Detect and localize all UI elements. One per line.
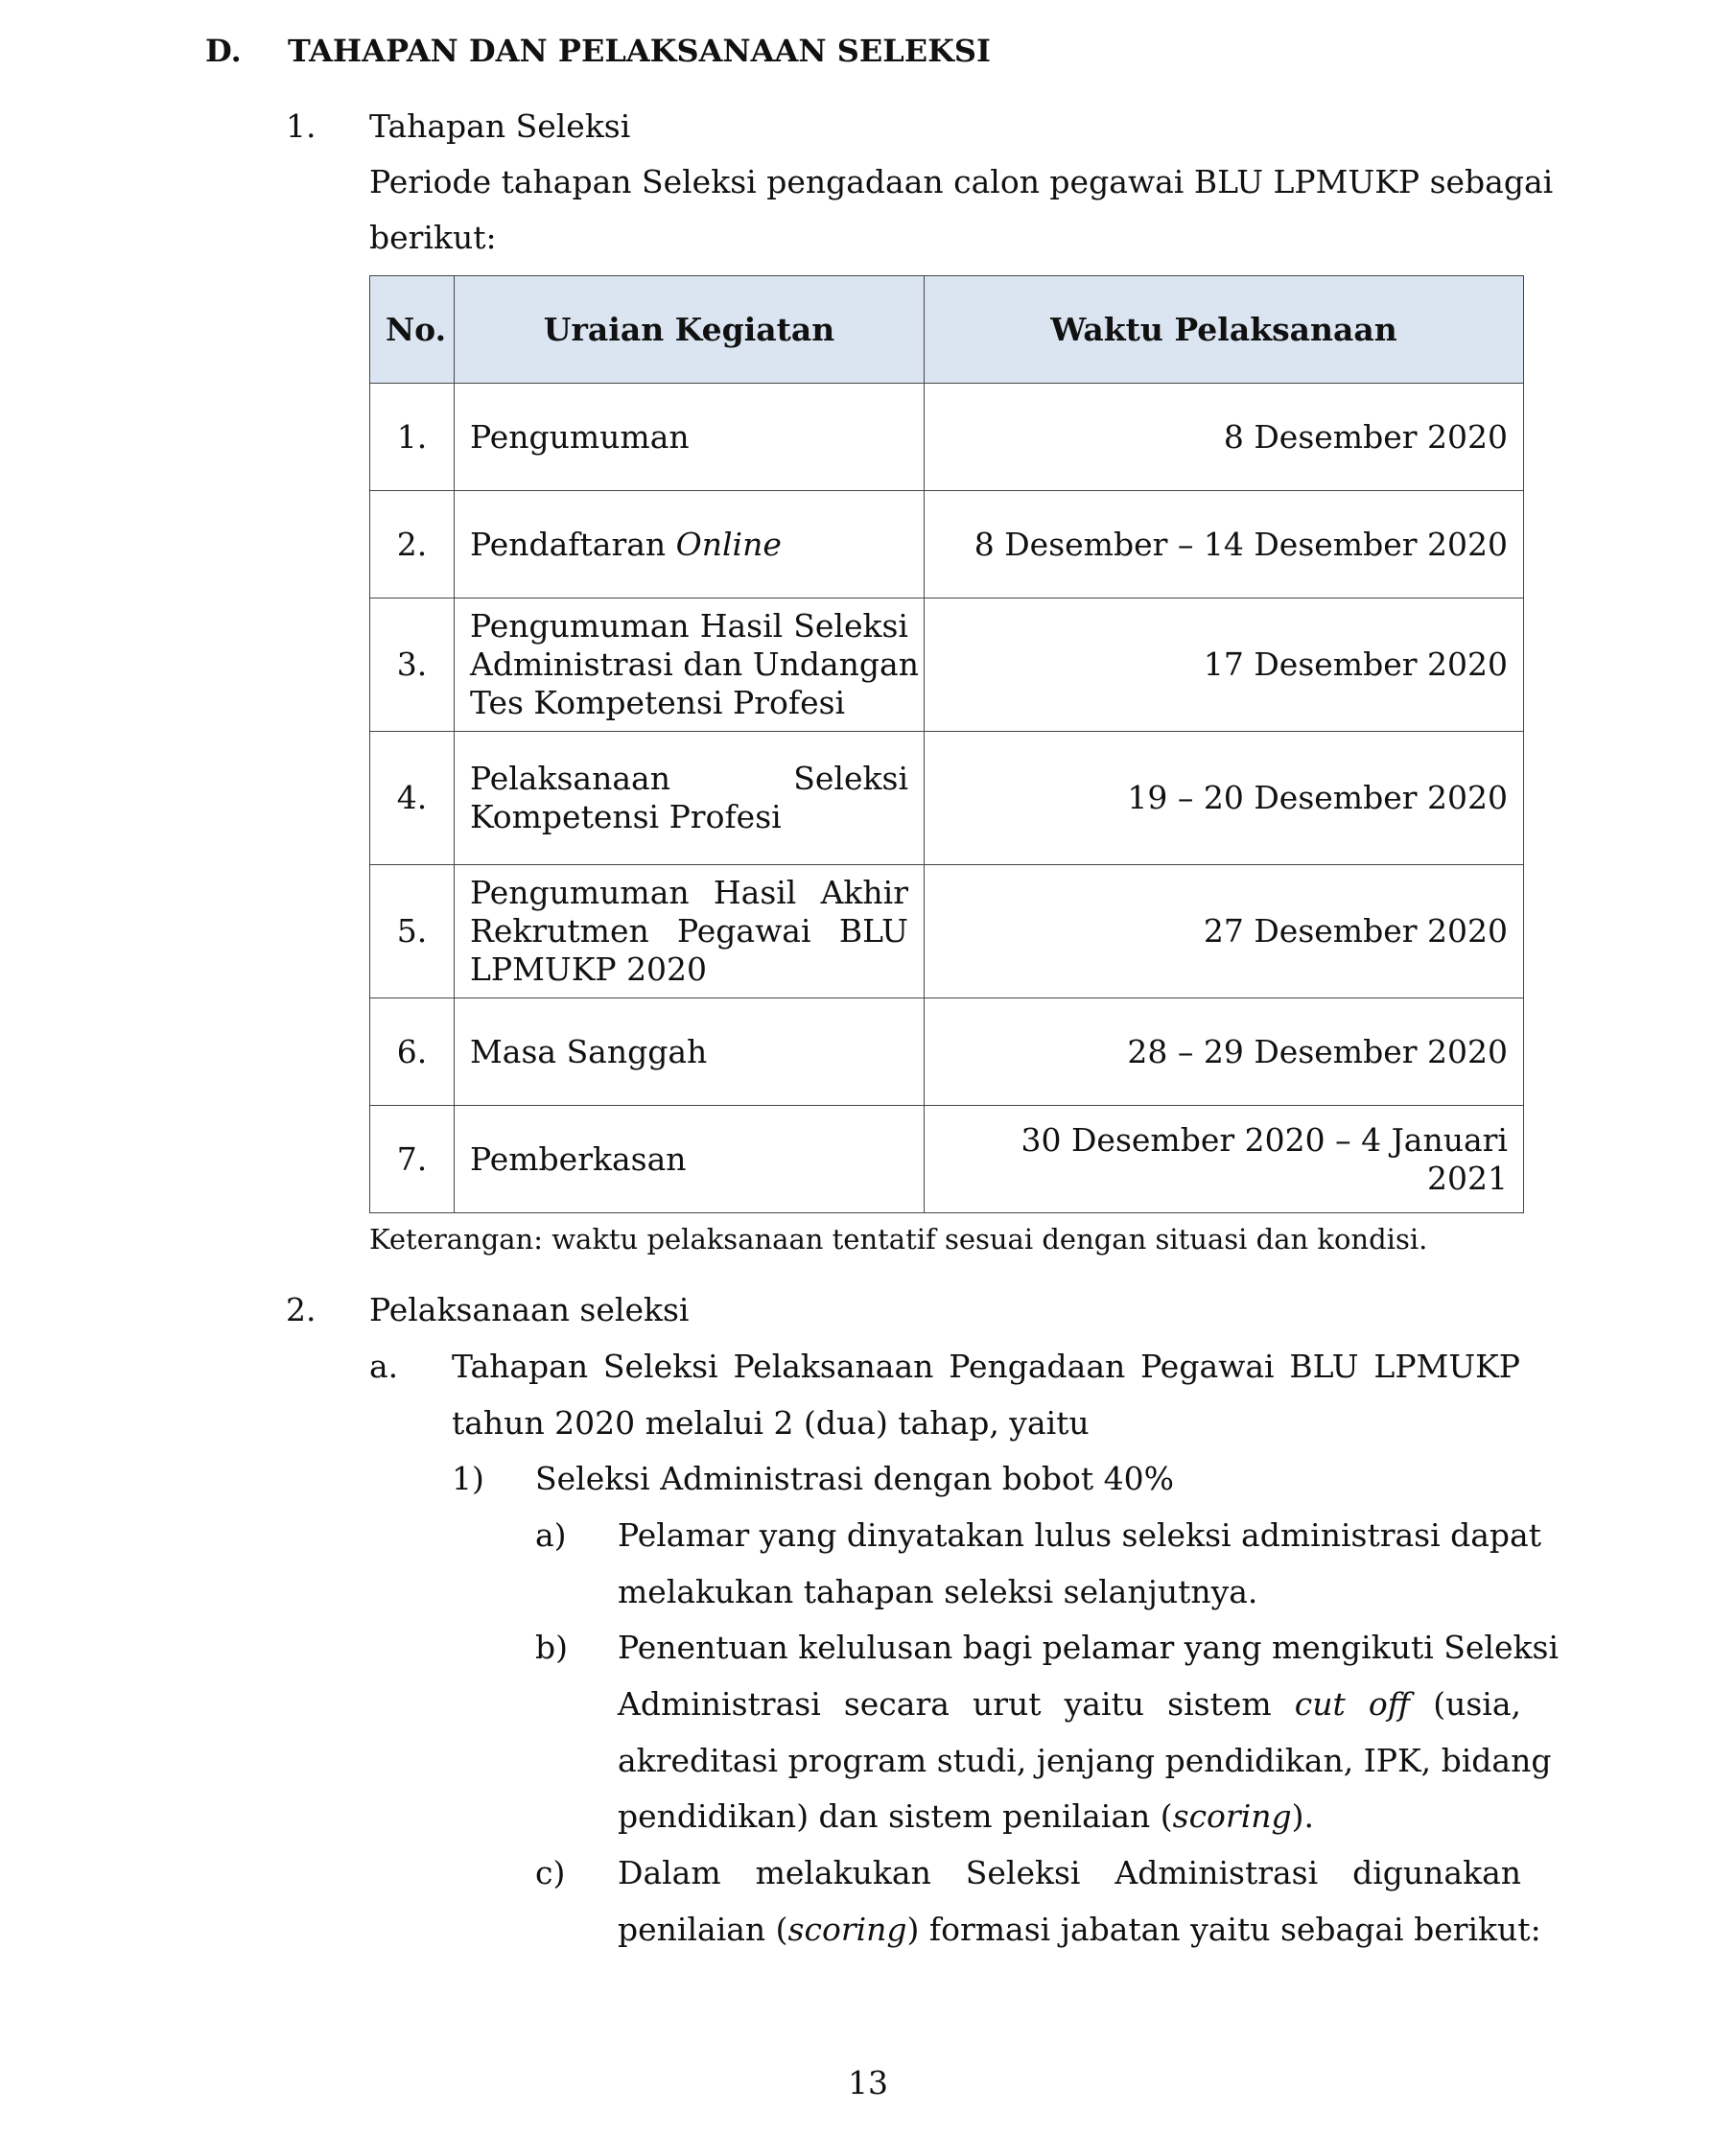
activity-text: Pendaftaran	[470, 525, 676, 563]
row-activity	[455, 599, 925, 732]
item2-title: Pelaksanaan seleksi	[369, 1291, 690, 1328]
activity-line: Pengumuman Hasil Akhir	[470, 874, 908, 911]
row-activity	[455, 998, 925, 1106]
header-activity: Uraian Kegiatan	[455, 276, 925, 384]
row-activity	[455, 491, 925, 599]
sub-sc-line1: Dalam melakukan Seleksi Administrasi digunakan	[618, 1854, 1521, 1891]
item1-number: 1.	[286, 107, 317, 145]
sub-sa-line2: melakukan tahapan seleksi selanjutnya.	[618, 1573, 1258, 1610]
row-date: 19 – 20 Desember 2020	[925, 732, 1524, 865]
row-number: 2.	[370, 491, 455, 599]
row-activity	[455, 865, 925, 998]
row-activity	[455, 384, 925, 491]
activity-italic: Online	[675, 525, 782, 563]
item1-intro-line1: Periode tahapan Seleksi pengadaan calon pegawai BLU LPMUKP sebagai	[369, 163, 1554, 200]
row-date: 27 Desember 2020	[925, 865, 1524, 998]
sub-sb-line4	[618, 1797, 1314, 1835]
row-number: 1.	[370, 384, 455, 491]
sub-sa-line1: Pelamar yang dinyatakan lulus seleksi administrasi dapat	[618, 1516, 1541, 1554]
sub-sb-line4-italic: scoring	[1172, 1797, 1292, 1835]
item1-intro-line2: berikut:	[369, 219, 497, 256]
row-number: 6.	[370, 998, 455, 1106]
row-date: 28 – 29 Desember 2020	[925, 998, 1524, 1106]
sub-sb-label: b)	[535, 1629, 568, 1666]
header-date: Waktu Pelaksanaan	[925, 276, 1524, 384]
activity-line: Masa Sanggah	[470, 1032, 708, 1070]
row-number: 3.	[370, 599, 455, 732]
header-no: No.	[370, 276, 455, 384]
section-letter: D.	[205, 33, 242, 69]
sub-sb-line2-italic: cut off	[1294, 1685, 1411, 1723]
table-row	[370, 732, 1524, 865]
sub-a-line2: tahun 2020 melalui 2 (dua) tahap, yaitu	[452, 1404, 1090, 1442]
activity-line: Kompetensi Profesi	[470, 798, 782, 835]
table-note: Keterangan: waktu pelaksanaan tentatif sesuai dengan situasi dan kondisi.	[369, 1223, 1428, 1256]
sub-sc-line2-italic: scoring	[787, 1911, 907, 1948]
row-date: 30 Desember 2020 – 4 Januari 2021	[925, 1106, 1524, 1213]
sub-sc-label: c)	[535, 1854, 566, 1891]
activity-line: Tes Kompetensi Profesi	[470, 684, 846, 721]
sub-sa-label: a)	[535, 1516, 567, 1554]
sub-sc-line2-tail: ) formasi jabatan yaitu sebagai berikut:	[906, 1911, 1541, 1948]
sub-sb-line2	[618, 1685, 1521, 1723]
row-date: 17 Desember 2020	[925, 599, 1524, 732]
item1-title: Tahapan Seleksi	[369, 107, 631, 145]
row-number: 4.	[370, 732, 455, 865]
sub-1-label: 1)	[452, 1460, 484, 1497]
sub-sc-line2	[618, 1911, 1541, 1948]
row-number: 7.	[370, 1106, 455, 1213]
sub-sc-line2-text: penilaian (	[618, 1911, 788, 1948]
activity-line: Pemberkasan	[470, 1139, 687, 1178]
sub-a-line1: Tahapan Seleksi Pelaksanaan Pengadaan Pegawai BLU LPMUKP	[452, 1348, 1520, 1385]
row-date: 8 Desember 2020	[925, 384, 1524, 491]
table-row	[370, 865, 1524, 998]
activity-line: Administrasi dan Undangan	[470, 645, 919, 683]
schedule-table	[369, 275, 1524, 1213]
activity-line: Pengumuman Hasil Seleksi	[470, 607, 908, 645]
sub-sb-line1: Penentuan kelulusan bagi pelamar yang mengikuti Seleksi	[618, 1629, 1559, 1666]
table-row	[370, 491, 1524, 599]
table-row	[370, 599, 1524, 732]
page-number: 13	[848, 2064, 888, 2101]
table-header-row	[370, 276, 1524, 384]
activity-line: Rekrutmen Pegawai BLU	[470, 912, 908, 950]
row-activity	[455, 732, 925, 865]
activity-line: LPMUKP 2020	[470, 951, 708, 988]
section-title: TAHAPAN DAN PELAKSANAAN SELEKSI	[288, 33, 991, 69]
sub-sb-line2-tail: (usia,	[1410, 1685, 1522, 1723]
sub-sb-line4-text: pendidikan) dan sistem penilaian (	[618, 1797, 1173, 1835]
row-date: 8 Desember – 14 Desember 2020	[925, 491, 1524, 599]
activity-line: Pengumuman	[470, 417, 690, 456]
sub-a-label: a.	[369, 1348, 399, 1385]
sub-sb-line3: akreditasi program studi, jenjang pendidikan, IPK, bidang	[618, 1742, 1552, 1779]
table-row	[370, 998, 1524, 1106]
table-row	[370, 384, 1524, 491]
sub-1-text: Seleksi Administrasi dengan bobot 40%	[535, 1460, 1174, 1497]
item2-number: 2.	[286, 1291, 317, 1328]
row-activity	[455, 1106, 925, 1213]
row-number: 5.	[370, 865, 455, 998]
activity-line: Pelaksanaan Seleksi	[470, 760, 908, 797]
table-row	[370, 1106, 1524, 1213]
sub-sb-line2-text: Administrasi secara urut yaitu sistem	[618, 1685, 1295, 1723]
sub-sb-line4-tail: ).	[1291, 1797, 1315, 1835]
